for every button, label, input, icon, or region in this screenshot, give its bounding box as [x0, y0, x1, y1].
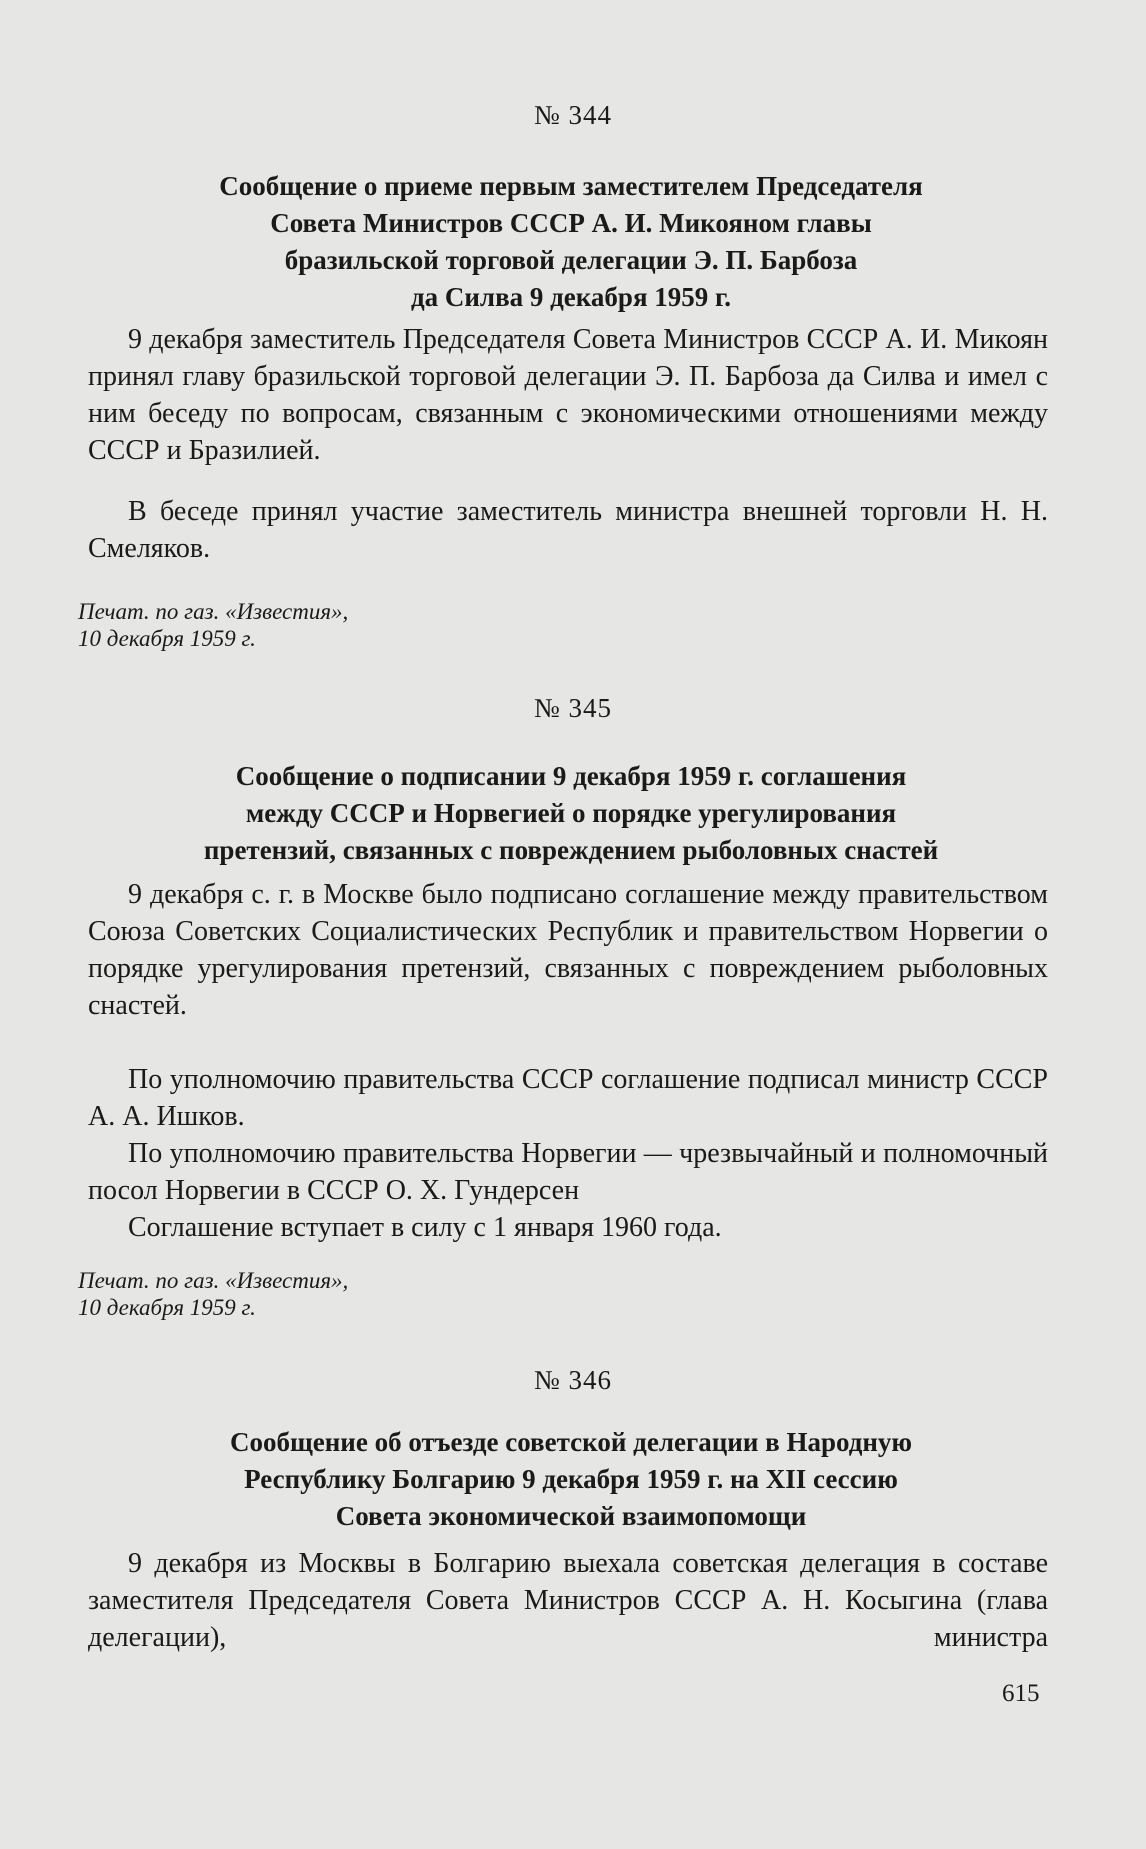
title-line: Совета экономической взаимопомощи — [335, 1501, 807, 1531]
title-line: между СССР и Норвегией о порядке урегулирования — [245, 798, 897, 828]
page-number: 615 — [1002, 1680, 1040, 1707]
source-line: Печат. по газ. «Известия», — [78, 1268, 349, 1293]
document-number: № 345 — [533, 693, 612, 723]
body-paragraph: По уполномочию правительства СССР соглашение подписал министр СССР А. А. Ишков. — [88, 1064, 1048, 1132]
title-line: Совета Министров СССР А. И. Микояном главы — [270, 208, 872, 238]
title-line: Сообщение о подписании 9 декабря 1959 г. соглашения — [235, 761, 907, 791]
body-paragraph: В беседе принял участие заместитель министра внешней торговли Н. Н. Смеляков. — [88, 496, 1048, 564]
document-title — [88, 758, 1054, 869]
body-paragraph: 9 декабря из Москвы в Болгарию выехала советская делегация в составе заместителя Председателя Совета Министров СССР А. Н. Косыгина (глава делегации), министра — [88, 1548, 1048, 1653]
source-line: 10 декабря 1959 г. — [78, 1295, 256, 1320]
source-line: Печат. по газ. «Известия», — [78, 599, 349, 624]
source-citation — [78, 1267, 578, 1321]
document-title — [88, 168, 1054, 316]
document-number: № 344 — [533, 100, 612, 130]
title-line: претензий, связанных с повреждением рыболовных снастей — [203, 835, 939, 865]
body-paragraph: 9 декабря с. г. в Москве было подписано соглашение между правительством Союза Советских Социалистических Республик и правительством Норвегии о порядке урегулирования претензий, связанных с повреждением рыболовных снастей. — [88, 879, 1048, 1021]
body-paragraph: Соглашение вступает в силу с 1 января 1960 года. — [128, 1212, 722, 1243]
document-number: № 346 — [533, 1365, 612, 1395]
body-paragraph: 9 декабря заместитель Председателя Совета Министров СССР А. И. Микоян принял главу бразильской торговой делегации Э. П. Барбоза да Силва и имел с ним беседу по вопросам, связанным с экономическими отношениями между СССР и Бразилией. — [88, 324, 1048, 466]
title-line: Сообщение об отъезде советской делегации в Народную — [229, 1427, 913, 1457]
title-line: да Силва 9 декабря 1959 г. — [410, 282, 732, 312]
body-paragraph: По уполномочию правительства Норвегии — чрезвычайный и полномочный посол Норвегии в СССР О. Х. Гундерсен — [88, 1138, 1048, 1206]
title-line: Республику Болгарию 9 декабря 1959 г. на XII сессию — [244, 1464, 898, 1494]
title-line: бразильской торговой делегации Э. П. Барбоза — [284, 245, 858, 275]
title-line: Сообщение о приеме первым заместителем Председателя — [219, 171, 923, 201]
source-line: 10 декабря 1959 г. — [78, 626, 256, 651]
document-title — [88, 1424, 1054, 1535]
source-citation — [78, 598, 578, 652]
